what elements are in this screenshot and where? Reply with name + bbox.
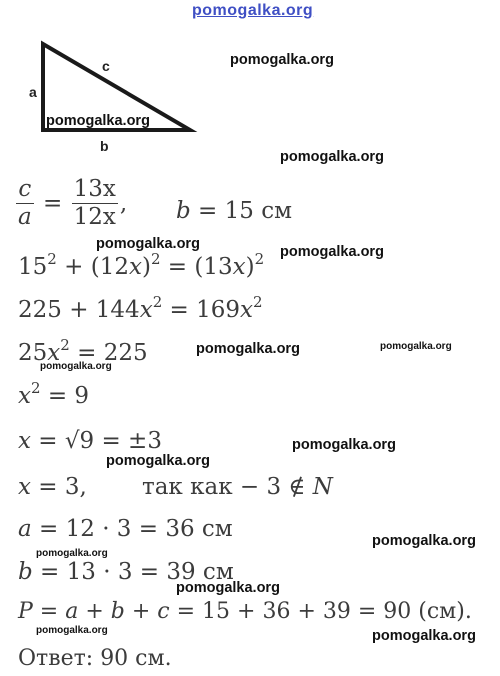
exponent: 2: [60, 336, 70, 354]
var-b: b: [18, 559, 33, 585]
var-b: b: [110, 599, 125, 624]
watermark-7: pomogalka.org: [380, 341, 452, 352]
term: = 169: [162, 297, 241, 323]
equation-line-7-condition: [142, 474, 333, 500]
side-b-label: b: [100, 138, 109, 154]
watermark-2: pomogalka.org: [46, 113, 150, 129]
exponent: 2: [47, 250, 57, 268]
term: = 9: [40, 383, 90, 409]
term: = 15 + 36 + 39 = 90 (см).: [169, 599, 472, 624]
term: 225 + 144: [18, 297, 140, 323]
var-x: x: [128, 254, 142, 280]
var-x: x: [232, 254, 246, 280]
exponent: 2: [30, 379, 41, 397]
side-a-label: a: [29, 84, 37, 100]
equation-line-8: [18, 516, 233, 542]
term: 25: [18, 340, 48, 366]
term: +: [78, 599, 111, 624]
var-x: x: [240, 297, 254, 323]
watermark-1: pomogalka.org: [230, 52, 334, 68]
fraction-numerator: 13x: [73, 176, 116, 202]
given-b: [176, 198, 292, 224]
term: = 12 · 3 = 36 см: [31, 516, 233, 542]
fraction-numerator: [16, 176, 34, 204]
term: 15: [18, 254, 48, 280]
equation-line-5: [18, 379, 90, 409]
equation-line-7: [18, 474, 87, 500]
exponent: 2: [254, 250, 265, 268]
watermark-14: pomogalka.org: [36, 625, 108, 636]
equation-line-9: [18, 559, 234, 585]
term: = 13 · 3 = 39 см: [32, 559, 234, 585]
watermark-15: pomogalka.org: [372, 628, 476, 644]
watermark-12: pomogalka.org: [36, 548, 108, 559]
fraction-13x-over-12x: [72, 176, 118, 231]
exponent: 2: [253, 293, 263, 311]
var-p: P: [18, 599, 33, 624]
var-a: a: [65, 599, 79, 624]
var-b: b: [176, 198, 191, 224]
var-x: x: [47, 340, 61, 366]
term: = 225: [69, 340, 148, 366]
watermark-4: pomogalka.org: [96, 236, 200, 252]
term: = (13: [160, 254, 233, 280]
fraction-denominator: 12x: [73, 204, 116, 230]
term: =: [32, 599, 66, 624]
var-x: x: [18, 428, 31, 454]
answer-line: Ответ: 90 см.: [18, 646, 172, 671]
var-a: a: [18, 204, 32, 230]
term: ): [141, 254, 151, 280]
watermark-11: pomogalka.org: [372, 533, 476, 549]
term: = √9 = ±3: [30, 428, 162, 454]
var-x: x: [18, 383, 31, 409]
var-x: x: [139, 297, 153, 323]
equation-line-6: [18, 428, 162, 454]
watermark-6: pomogalka.org: [196, 341, 300, 357]
equation-line-10: [18, 599, 472, 624]
watermark-9: pomogalka.org: [292, 437, 396, 453]
exponent: 2: [150, 250, 161, 268]
watermark-5: pomogalka.org: [280, 244, 384, 260]
var-a: a: [18, 516, 32, 542]
var-c: c: [157, 599, 170, 624]
watermark-8: pomogalka.org: [40, 361, 112, 372]
term: так как − 3 ∉: [142, 474, 313, 500]
watermark-13: pomogalka.org: [176, 580, 280, 596]
term: = 3,: [30, 474, 87, 500]
equation-line-4: [18, 336, 148, 366]
comma: ,: [119, 190, 128, 217]
top-watermark: pomogalka.org: [192, 2, 314, 19]
term: +: [124, 599, 158, 624]
var-c: c: [18, 176, 32, 202]
watermark-10: pomogalka.org: [106, 453, 210, 469]
var-x: x: [18, 474, 31, 500]
equation-line-3: [18, 293, 263, 323]
ratio-equation: [14, 176, 127, 231]
term: + (12: [56, 254, 129, 280]
equals-sign: =: [43, 190, 63, 217]
watermark-3: pomogalka.org: [280, 149, 384, 165]
given-b-value: = 15 см: [198, 198, 292, 224]
exponent: 2: [152, 293, 163, 311]
natural-numbers-symbol: N: [312, 474, 333, 500]
equation-line-2: [18, 250, 265, 280]
term: ): [245, 254, 255, 280]
side-c-label: c: [102, 58, 110, 74]
fraction-denominator: [16, 204, 34, 231]
fraction-c-over-a: [16, 176, 34, 231]
